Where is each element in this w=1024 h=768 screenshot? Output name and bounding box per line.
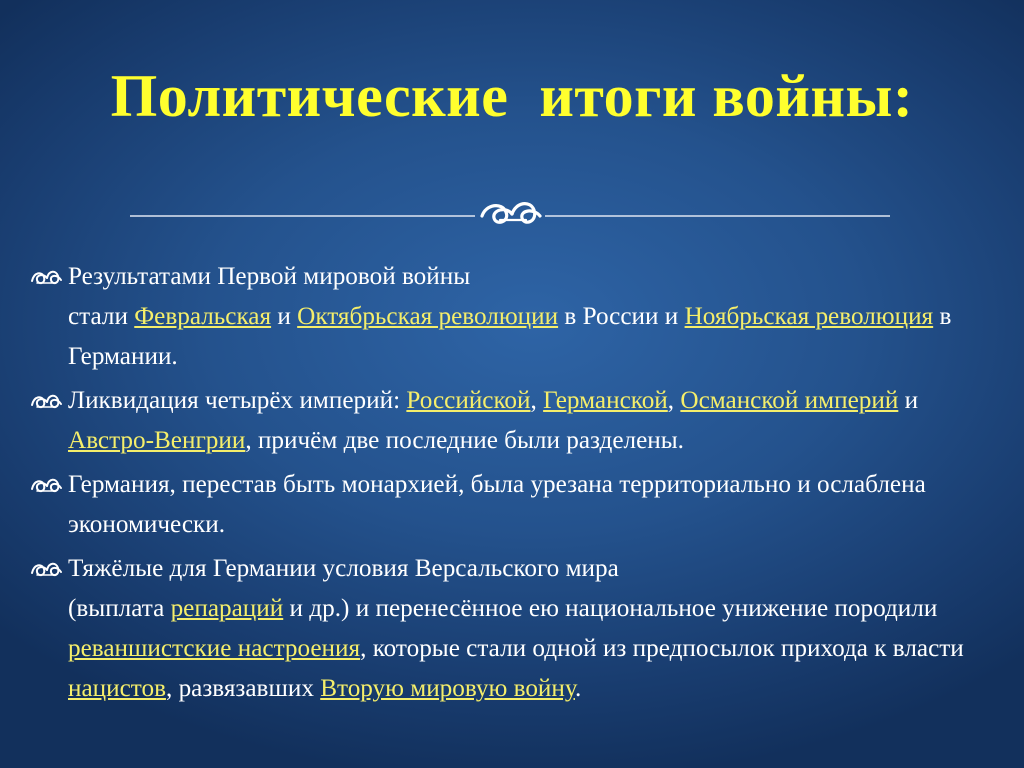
wiki-link[interactable]: реваншистские настроения — [68, 635, 361, 662]
title-divider — [130, 190, 890, 230]
text-run: , развязавших — [165, 675, 321, 702]
bullet-item — [28, 257, 1003, 377]
text-run: Тяжёлые для Германии условия Версальского мира — [68, 555, 619, 582]
text-run: Ликвидация четырёх империй: — [68, 387, 407, 414]
curly-flourish-icon — [28, 467, 64, 503]
text-run: в России и — [558, 303, 685, 330]
wiki-link[interactable]: Вторую мировую войну — [320, 675, 575, 702]
curly-flourish-icon — [482, 204, 540, 223]
wiki-link[interactable]: Октябрьская революции — [297, 303, 559, 330]
text-run: в Германии. — [68, 303, 952, 370]
bullet-item — [28, 381, 1003, 461]
text-run: . — [574, 675, 582, 702]
wiki-link[interactable]: Германской — [543, 387, 668, 414]
bullet-item — [28, 465, 1003, 545]
text-run: , причём две последние были разделены. — [245, 427, 684, 454]
text-run: , которые стали одной из предпосылок прихода к власти — [360, 635, 964, 662]
bullet-list — [28, 257, 1003, 713]
slide-title: Политические итоги войны: — [110, 63, 914, 129]
wiki-link[interactable]: репараций — [170, 595, 284, 622]
bullet-text — [68, 381, 1003, 461]
curly-flourish-icon — [28, 259, 64, 295]
text-run: , — [530, 387, 544, 414]
curly-flourish-icon — [28, 551, 64, 587]
curly-flourish-icon — [28, 383, 64, 419]
text-run: (выплата — [68, 595, 171, 622]
wiki-link[interactable]: нацистов — [68, 675, 166, 702]
wiki-link[interactable]: Ноябрьская революция — [684, 303, 934, 330]
bullet-item — [28, 549, 1003, 709]
text-run: и — [898, 387, 919, 414]
text-run: и — [271, 303, 298, 330]
wiki-link[interactable]: Февральская — [134, 303, 272, 330]
wiki-link[interactable]: Австро-Венгрии — [68, 427, 246, 454]
bullet-text — [68, 549, 1003, 709]
text-run: и др.) и перенесённое ею национальное унижение породили — [283, 595, 938, 622]
bullet-text — [68, 465, 1003, 545]
text-run: , — [667, 387, 681, 414]
text-run: Германия, перестав быть монархией, была урезана территориально и ослаблена экономически. — [68, 471, 926, 538]
bullet-text — [68, 257, 1003, 377]
wiki-link[interactable]: Российской — [406, 387, 531, 414]
text-run: стали — [68, 303, 135, 330]
wiki-link[interactable]: Османской империй — [680, 387, 899, 414]
text-run: Результатами Первой мировой войны — [68, 263, 471, 290]
